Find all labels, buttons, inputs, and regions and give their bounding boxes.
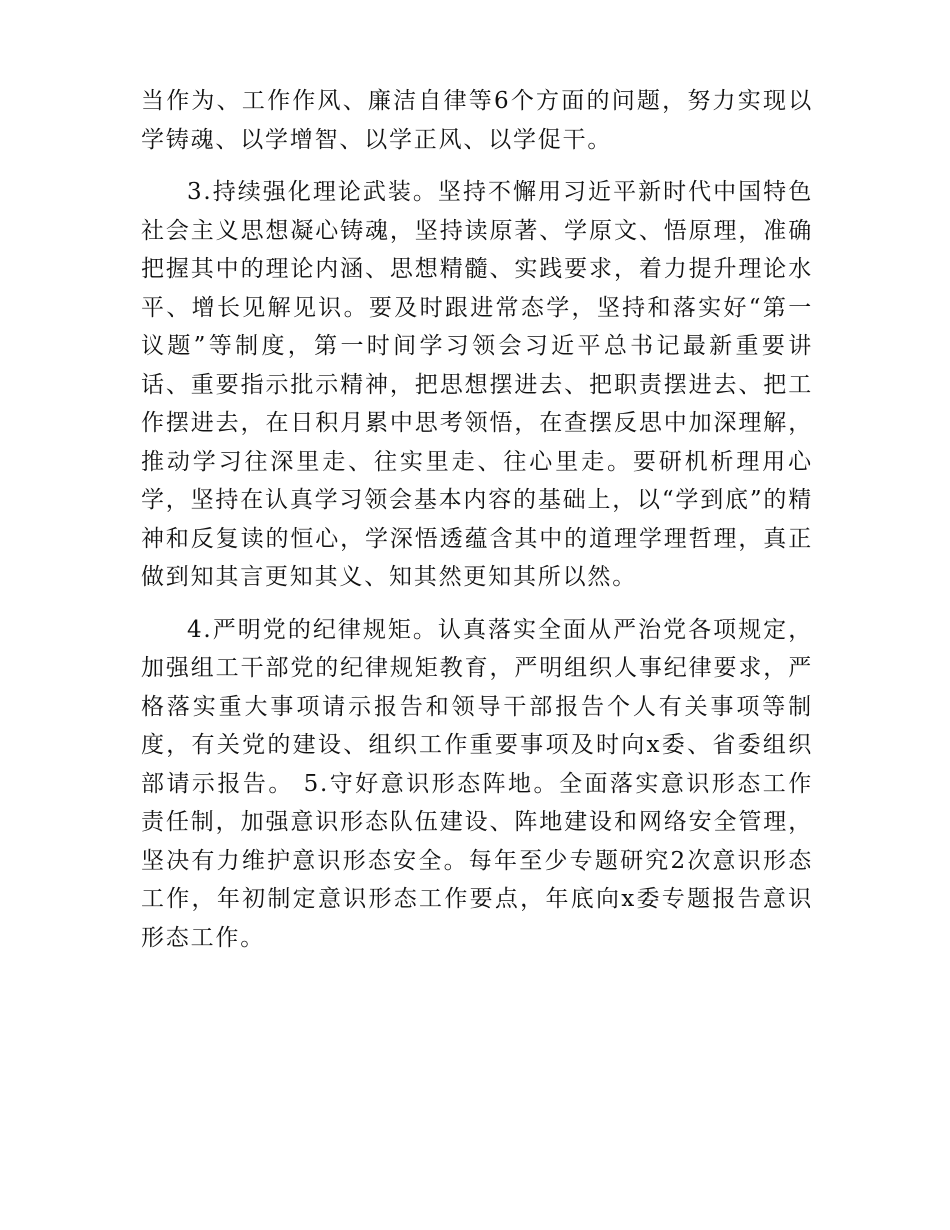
paragraph-theory-study: 3.持续强化理论武装。坚持不懈用习近平新时代中国特色社会主义思想凝心铸魂，坚持读原著、学原文、悟原理，准确把握其中的理论内涵、思想精髓、实践要求，着力提升理论水平、增长见解见识。要及时跟进常态学，坚持和落实好“第一议题”等制度，第一时间学习领会习近平总书记最新重要讲话、重要指示批示精神，把思想摆进去、把职责摆进去、把工作摆进去，在日积月累中思考领悟，在查摆反思中加深理解，推动学习往深里走、往实里走、往心里走。要研机析理用心学，坚持在认真学习领会基本内容的基础上，以“学到底”的精神和反复读的恒心，学深悟透蕴含其中的道理学理哲理，真正做到知其言更知其义、知其然更知其所以然。 bbox=[141, 179, 813, 590]
document-body bbox=[141, 82, 813, 957]
paragraph-continuation: 当作为、工作作风、廉洁自律等6个方面的问题，努力实现以学铸魂、以学增智、以学正风、以学促干。 bbox=[141, 88, 813, 153]
paragraph-discipline-ideology: 4.严明党的纪律规矩。认真落实全面从严治党各项规定，加强组工干部党的纪律规矩教育，严明组织人事纪律要求，严格落实重大事项请示报告和领导干部报告个人有关事项等制度，有关党的建设、组织工作重要事项及时向x委、省委组织部请示报告。 5.守好意识形态阵地。全面落实意识形态工作责任制，加强意识形态队伍建设、阵地建设和网络安全管理，坚决有力维护意识形态安全。每年至少专题研究2次意识形态工作，年初制定意识形态工作要点，年底向x委专题报告意识形态工作。 bbox=[141, 616, 813, 951]
